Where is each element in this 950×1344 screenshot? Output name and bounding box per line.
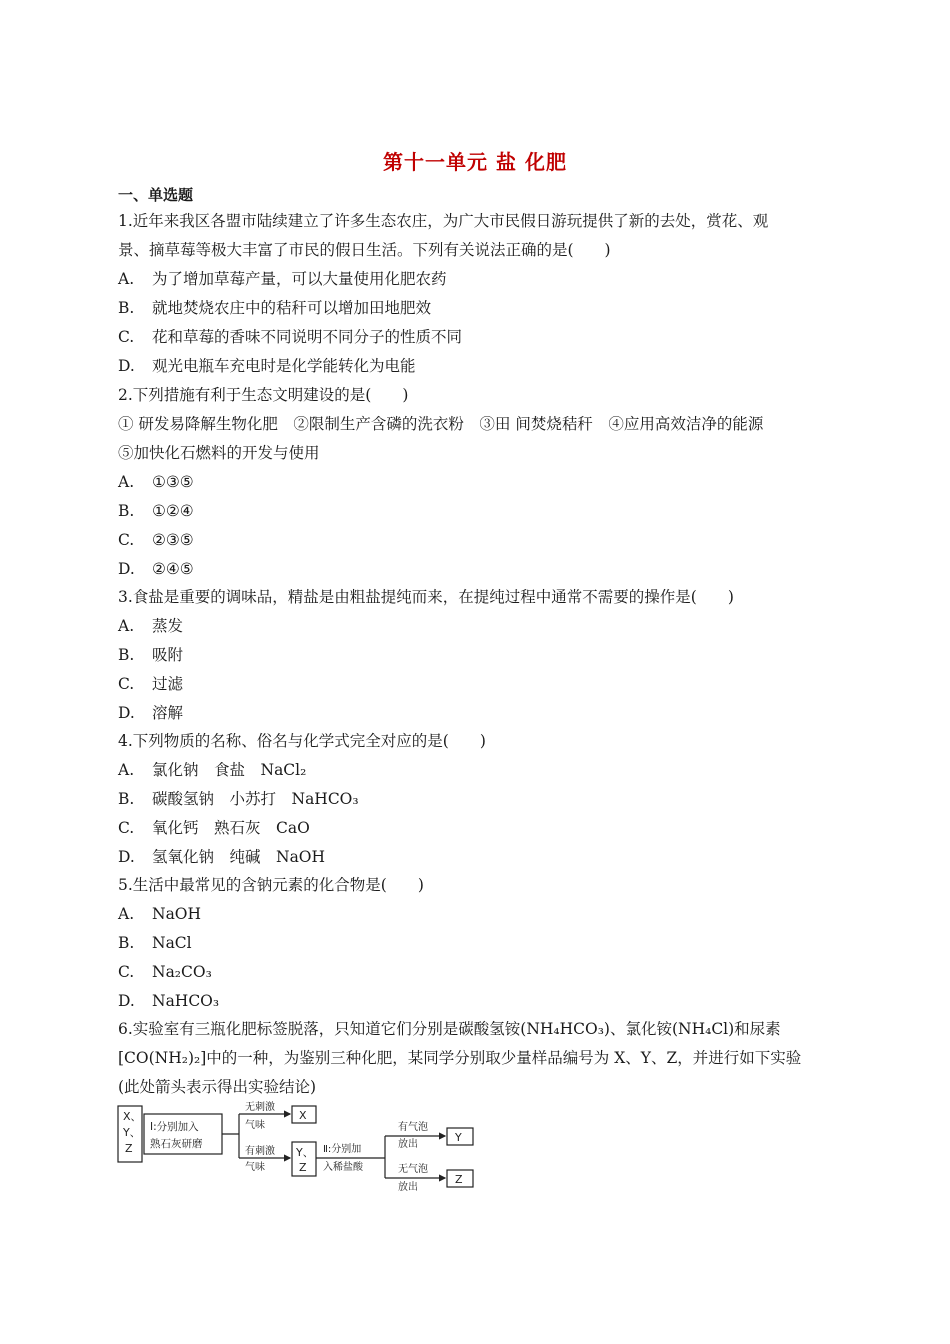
question-6-stem-line-2: [CO(NH₂)₂]中的一种，为鉴别三种化肥，某同学分别取少量样品编号为 X、Y、Z，并进行如下实验 [118, 1049, 802, 1067]
step1-text-2: 熟石灰研磨 [150, 1138, 203, 1150]
question-5-option-c: C. Na₂CO₃ [118, 963, 212, 981]
question-6-stem-line-3: (此处箭头表示得出实验结论) [118, 1078, 317, 1096]
question-1-option-a: A. 为了增加草莓产量，可以大量使用化肥农药 [118, 270, 447, 288]
branch2-top-text-1: 有气泡 [398, 1122, 428, 1133]
result-z-label: Z [455, 1173, 463, 1186]
branch1-bot-text-2: 气味 [245, 1162, 265, 1173]
question-2-option-b: B. ①②④ [118, 502, 194, 520]
question-1-stem-line-2: 景、摘草莓等极大丰富了市民的假日生活。下列有关说法正确的是( ) [118, 241, 611, 259]
branch1-bot-text-1: 有刺激 [245, 1146, 275, 1157]
start-x-label: X、 [123, 1110, 142, 1123]
question-4-option-c: C. 氧化钙 熟石灰 CaO [118, 819, 310, 837]
step1-text-1: Ⅰ:分别加入 [150, 1121, 199, 1133]
branch2-bot-text-1: 无气泡 [398, 1164, 428, 1175]
page-title: 第十一单元 盐 化肥 [383, 150, 567, 174]
question-2-stem-line-1: 2.下列措施有利于生态文明建设的是( ) [118, 386, 409, 404]
branch2-bot-text-2: 放出 [398, 1182, 418, 1193]
question-3-option-a: A. 蒸发 [118, 617, 184, 635]
question-1-option-c: C. 花和草莓的香味不同说明不同分子的性质不同 [118, 328, 463, 346]
question-4-option-b: B. 碳酸氢钠 小苏打 NaHCO₃ [118, 790, 359, 808]
question-5-stem-line-1: 5.生活中最常见的含钠元素的化合物是( ) [118, 876, 424, 894]
step2-text-1: Ⅱ:分别加 [323, 1144, 362, 1155]
question-5-option-a: A. NaOH [118, 905, 202, 923]
yz-box-text-2: Z [299, 1161, 307, 1174]
question-4-option-d: D. 氢氧化钠 纯碱 NaOH [118, 848, 326, 866]
question-5-option-d: D. NaHCO₃ [118, 992, 220, 1010]
question-2-option-a: A. ①③⑤ [118, 473, 194, 491]
step2-text-2: 入稀盐酸 [323, 1162, 363, 1173]
result-x-label: X [299, 1109, 307, 1122]
question-4-stem-line-1: 4.下列物质的名称、俗名与化学式完全对应的是( ) [118, 732, 486, 750]
question-2-stem-line-2: ① 研发易降解生物化肥 ②限制生产含磷的洗衣粉 ③田 间焚烧秸秆 ④应用高效洁净的能源 [118, 415, 764, 433]
start-z-label: Z [125, 1142, 133, 1155]
question-3-option-c: C. 过滤 [118, 675, 184, 693]
question-4-option-a: A. 氯化钠 食盐 NaCl₂ [118, 761, 307, 779]
start-y-label: Y、 [123, 1126, 141, 1139]
question-3-stem-line-1: 3.食盐是重要的调味品，精盐是由粗盐提纯而来，在提纯过程中通常不需要的操作是( ) [118, 588, 734, 606]
question-1-option-b: B. 就地焚烧农庄中的秸秆可以增加田地肥效 [118, 299, 432, 317]
branch1-top-text-2: 气味 [245, 1120, 265, 1131]
question-2-option-d: D. ②④⑤ [118, 560, 194, 578]
yz-box-text-1: Y、 [296, 1146, 314, 1159]
branch2-top-text-2: 放出 [398, 1139, 418, 1150]
result-y-label: Y [455, 1131, 462, 1144]
question-2-stem-line-3: ⑤加快化石燃料的开发与使用 [118, 444, 320, 462]
question-3-option-b: B. 吸附 [118, 646, 184, 664]
experiment-flow-diagram [117, 1100, 477, 1196]
branch1-top-text-1: 无刺激 [245, 1102, 275, 1113]
question-6-stem-line-1: 6.实验室有三瓶化肥标签脱落，只知道它们分别是碳酸氢铵(NH₄HCO₃)、氯化铵(NH₄Cl)和尿素 [118, 1020, 781, 1038]
section-heading: 一、单选题 [118, 186, 194, 204]
question-5-option-b: B. NaCl [118, 934, 192, 952]
question-3-option-d: D. 溶解 [118, 704, 184, 722]
question-1-option-d: D. 观光电瓶车充电时是化学能转化为电能 [118, 357, 416, 375]
question-2-option-c: C. ②③⑤ [118, 531, 194, 549]
question-1-stem-line-1: 1.近年来我区各盟市陆续建立了许多生态农庄，为广大市民假日游玩提供了新的去处，赏花、观 [118, 212, 769, 230]
